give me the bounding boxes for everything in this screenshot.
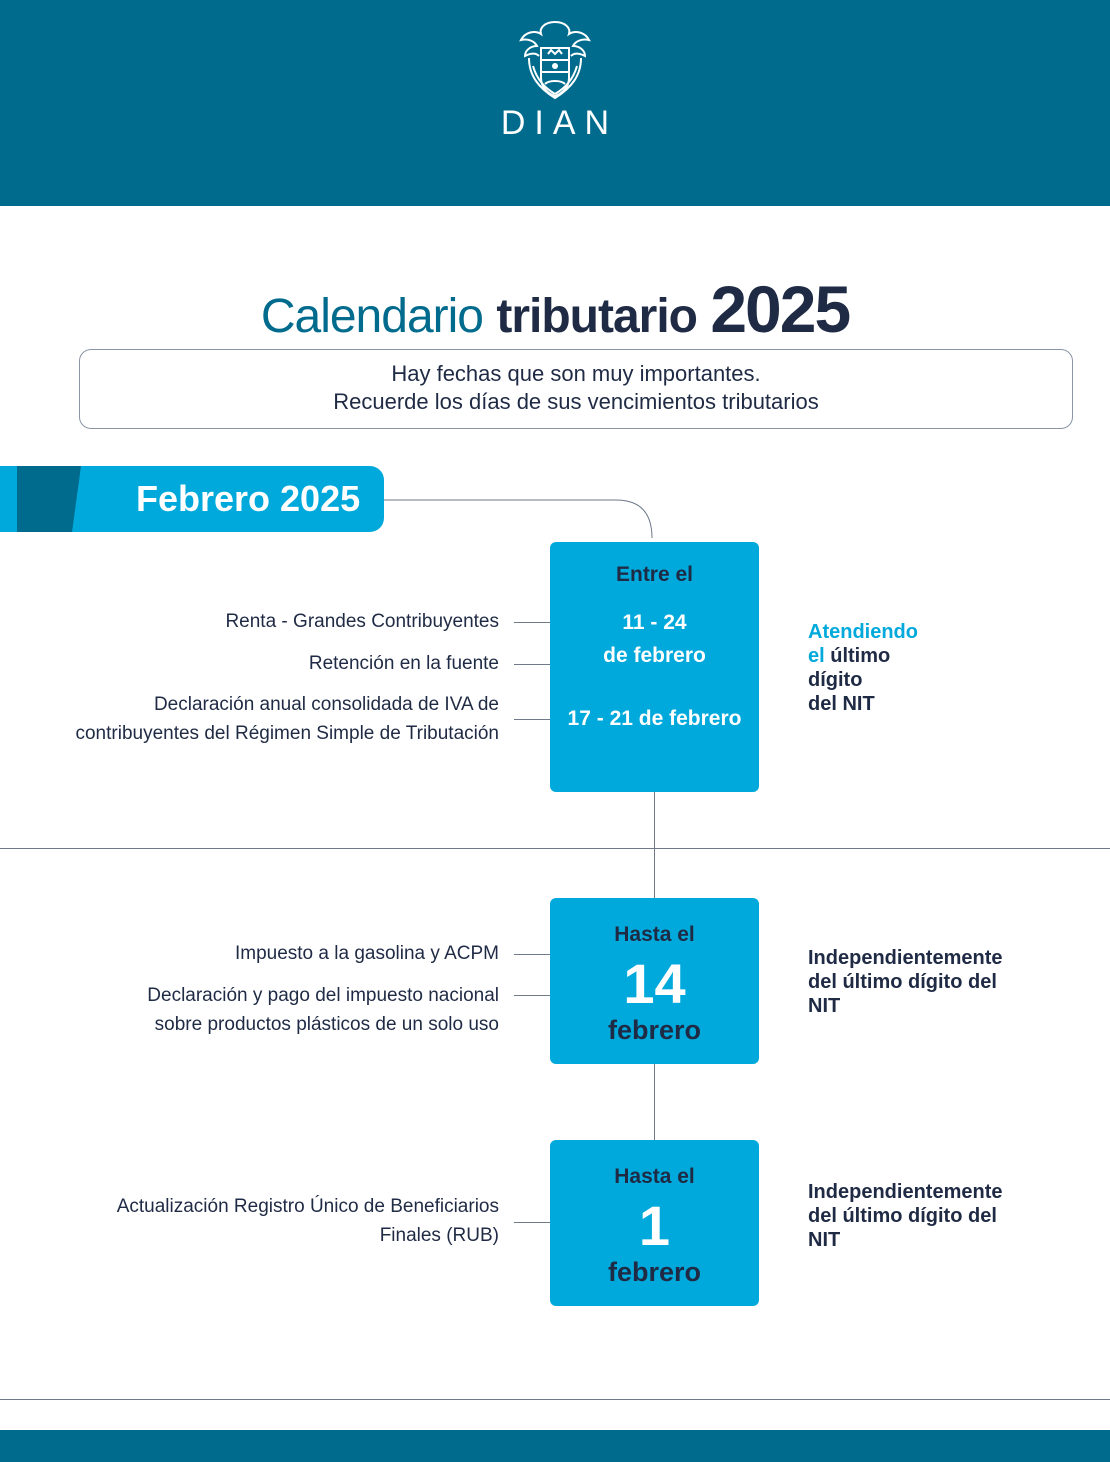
list-item: Declaración anual consolidada de IVA de [153,694,499,715]
colombia-coat-of-arms-icon [515,18,595,100]
list-item: Declaración y pago del impuesto nacional [147,985,499,1006]
card-prefix: Hasta el [614,923,695,946]
title-part1: Calendario [260,290,483,343]
note-word3: último [830,645,891,667]
note-line2: del último dígito del [808,971,997,993]
card-day: 1 [638,1194,671,1257]
timeline-line-2 [654,1064,655,1140]
item-connector [514,664,550,665]
note-line3: NIT [808,995,841,1017]
item-connector [514,719,550,720]
intro-box [79,349,1073,429]
title-part2: tributario [496,290,697,343]
date-card-3 [550,1140,759,1306]
card-prefix: Hasta el [614,1165,695,1188]
month-connector [384,490,664,550]
bottom-divider [0,1399,1110,1400]
note-word2: el [808,645,825,667]
intro-line2: Recuerde los días de sus vencimientos tributarios [333,389,819,414]
timeline-line-1 [654,792,655,898]
month-label: Febrero 2025 [136,478,361,519]
list-item: Finales (RUB) [379,1225,499,1246]
card-range2: 17 - 21 de febrero [567,707,742,730]
card-range1-line1: 11 - 24 [622,611,687,634]
title-year: 2025 [710,272,850,346]
month-tab-stripe [17,466,81,532]
item-connector [514,995,550,996]
item-connector [514,622,550,623]
section-divider [0,848,1110,849]
card-prefix: Entre el [615,563,694,586]
list-item: sobre productos plásticos de un solo uso [154,1014,499,1035]
section-note [808,1180,1002,1252]
section-note [808,946,1002,1018]
note-word1: Atendiendo [808,621,918,643]
header-bar [0,0,1110,206]
note-word5: del NIT [808,693,875,715]
note-word4: dígito [808,669,863,691]
month-tab [0,466,384,532]
list-item: contribuyentes del Régimen Simple de Tributación [75,723,499,744]
list-item: Impuesto a la gasolina y ACPM [234,943,499,964]
list-item: Actualización Registro Único de Beneficiarios [116,1196,499,1217]
note-line1: Independientemente [808,947,1003,969]
card-range1-line2: de febrero [603,644,706,667]
date-card-2 [550,898,759,1064]
note-line3: NIT [808,1229,841,1251]
date-card-1 [550,542,759,792]
item-connector [514,1222,550,1223]
list-item: Renta - Grandes Contribuyentes [225,611,499,632]
note-line1: Independientemente [808,1181,1003,1203]
brand-name: DIAN [500,104,619,142]
card-month: febrero [607,1015,702,1045]
list-item: Retención en la fuente [308,653,499,674]
item-connector [514,954,550,955]
card-day: 14 [623,952,686,1015]
note-line2: del último dígito del [808,1205,997,1227]
section-note [808,620,918,716]
intro-line1: Hay fechas que son muy importantes. [391,361,761,386]
card-month: febrero [607,1257,702,1287]
footer-bar [0,1430,1110,1462]
